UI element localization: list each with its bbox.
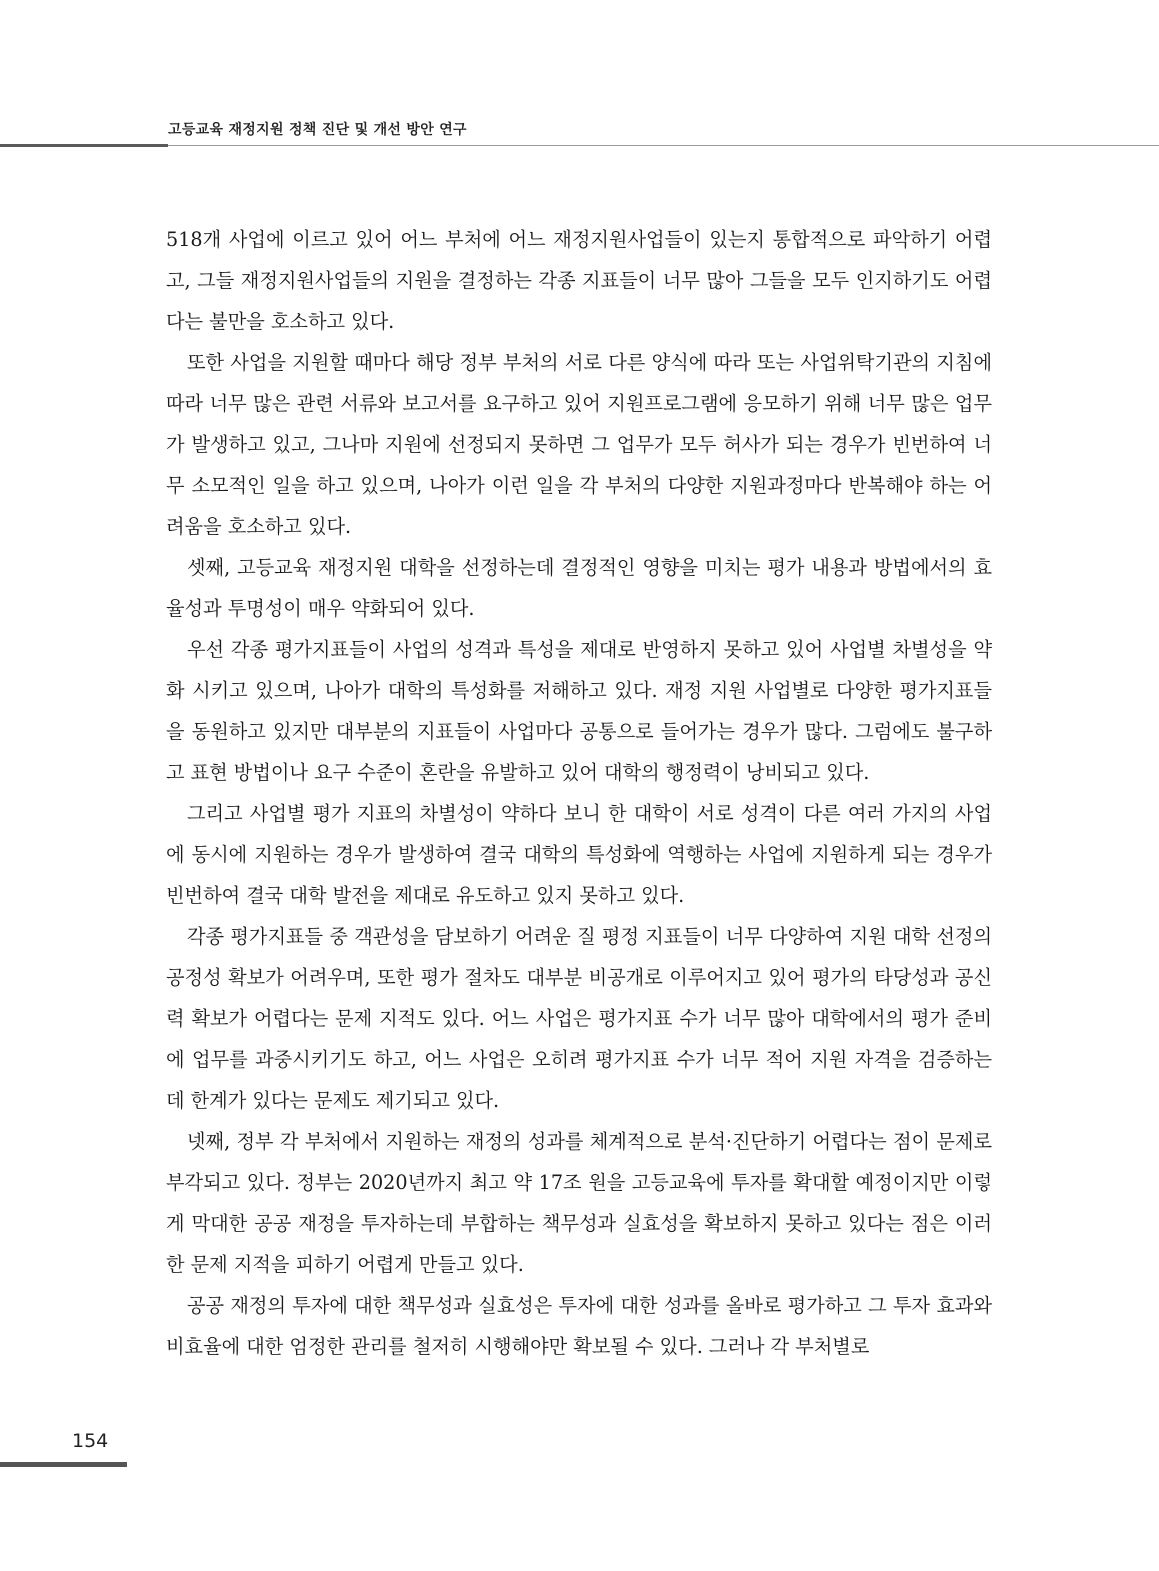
header-rule-accent (0, 144, 168, 147)
paragraph: 넷째, 정부 각 부처에서 지원하는 재정의 성과를 체계적으로 분석·진단하기 어렵다는 점이 문제로 부각되고 있다. 정부는 2020년까지 최고 약 17조 원을 고등교육에 투자를 확대할 예정이지만 이렇게 막대한 공공 재정을 투자하는데 부합하는 책무성과 실효성을 확보하지 못하고 있다는 점은 이러한 문제 지적을 피하기 어렵게 만들고 있다. (166, 1130, 992, 1276)
paragraph: 그리고 사업별 평가 지표의 차별성이 약하다 보니 한 대학이 서로 성격이 다른 여러 가지의 사업에 동시에 지원하는 경우가 발생하여 결국 대학의 특성화에 역행하는 사업에 지원하게 되는 경우가 빈번하여 결국 대학 발전을 제대로 유도하고 있지 못하고 있다. (166, 802, 992, 907)
footer-rule (0, 1462, 127, 1467)
paragraph: 각종 평가지표들 중 객관성을 담보하기 어려운 질 평정 지표들이 너무 다양하여 지원 대학 선정의 공정성 확보가 어려우며, 또한 평가 절차도 대부분 비공개로 이루어지고 있어 평가의 타당성과 공신력 확보가 어렵다는 문제 지적도 있다. 어느 사업은 평가지표 수가 너무 많아 대학에서의 평가 준비에 업무를 과중시키기도 하고, 어느 사업은 오히려 평가지표 수가 너무 적어 지원 자격을 검증하는데 한계가 있다는 문제도 제기되고 있다. (166, 925, 992, 1112)
paragraph: 우선 각종 평가지표들이 사업의 성격과 특성을 제대로 반영하지 못하고 있어 사업별 차별성을 약화 시키고 있으며, 나아가 대학의 특성화를 저해하고 있다. 재정 지원 사업별로 다양한 평가지표들을 동원하고 있지만 대부분의 지표들이 사업마다 공통으로 들어가는 경우가 많다. 그럼에도 불구하고 표현 방법이나 요구 수준이 혼란을 유발하고 있어 대학의 행정력이 낭비되고 있다. (166, 638, 992, 784)
paragraph: 또한 사업을 지원할 때마다 해당 정부 부처의 서로 다른 양식에 따라 또는 사업위탁기관의 지침에 따라 너무 많은 관련 서류와 보고서를 요구하고 있어 지원프로그램에 응모하기 위해 너무 많은 업무가 발생하고 있고, 그나마 지원에 선정되지 못하면 그 업무가 모두 허사가 되는 경우가 빈번하여 너무 소모적인 일을 하고 있으며, 나아가 이런 일을 각 부처의 다양한 지원과정마다 반복해야 하는 어려움을 호소하고 있다. (166, 351, 992, 538)
paragraph: 셋째, 고등교육 재정지원 대학을 선정하는데 결정적인 영향을 미치는 평가 내용과 방법에서의 효율성과 투명성이 매우 약화되어 있다. (166, 556, 992, 620)
paragraph: 공공 재정의 투자에 대한 책무성과 실효성은 투자에 대한 성과를 올바로 평가하고 그 투자 효과와 비효율에 대한 엄정한 관리를 철저히 시행해야만 확보될 수 있다. 그러나 각 부처별로 (166, 1294, 992, 1358)
paragraph: 518개 사업에 이르고 있어 어느 부처에 어느 재정지원사업들이 있는지 통합적으로 파악하기 어렵고, 그들 재정지원사업들의 지원을 결정하는 각종 지표들이 너무 많아 그들을 모두 인지하기도 어렵다는 불만을 호소하고 있다. (166, 228, 992, 333)
page-number: 154 (72, 1430, 109, 1452)
header-rule (168, 145, 1159, 146)
body-text (166, 219, 992, 1367)
running-header-title: 고등교육 재정지원 정책 진단 및 개선 방안 연구 (168, 122, 467, 138)
